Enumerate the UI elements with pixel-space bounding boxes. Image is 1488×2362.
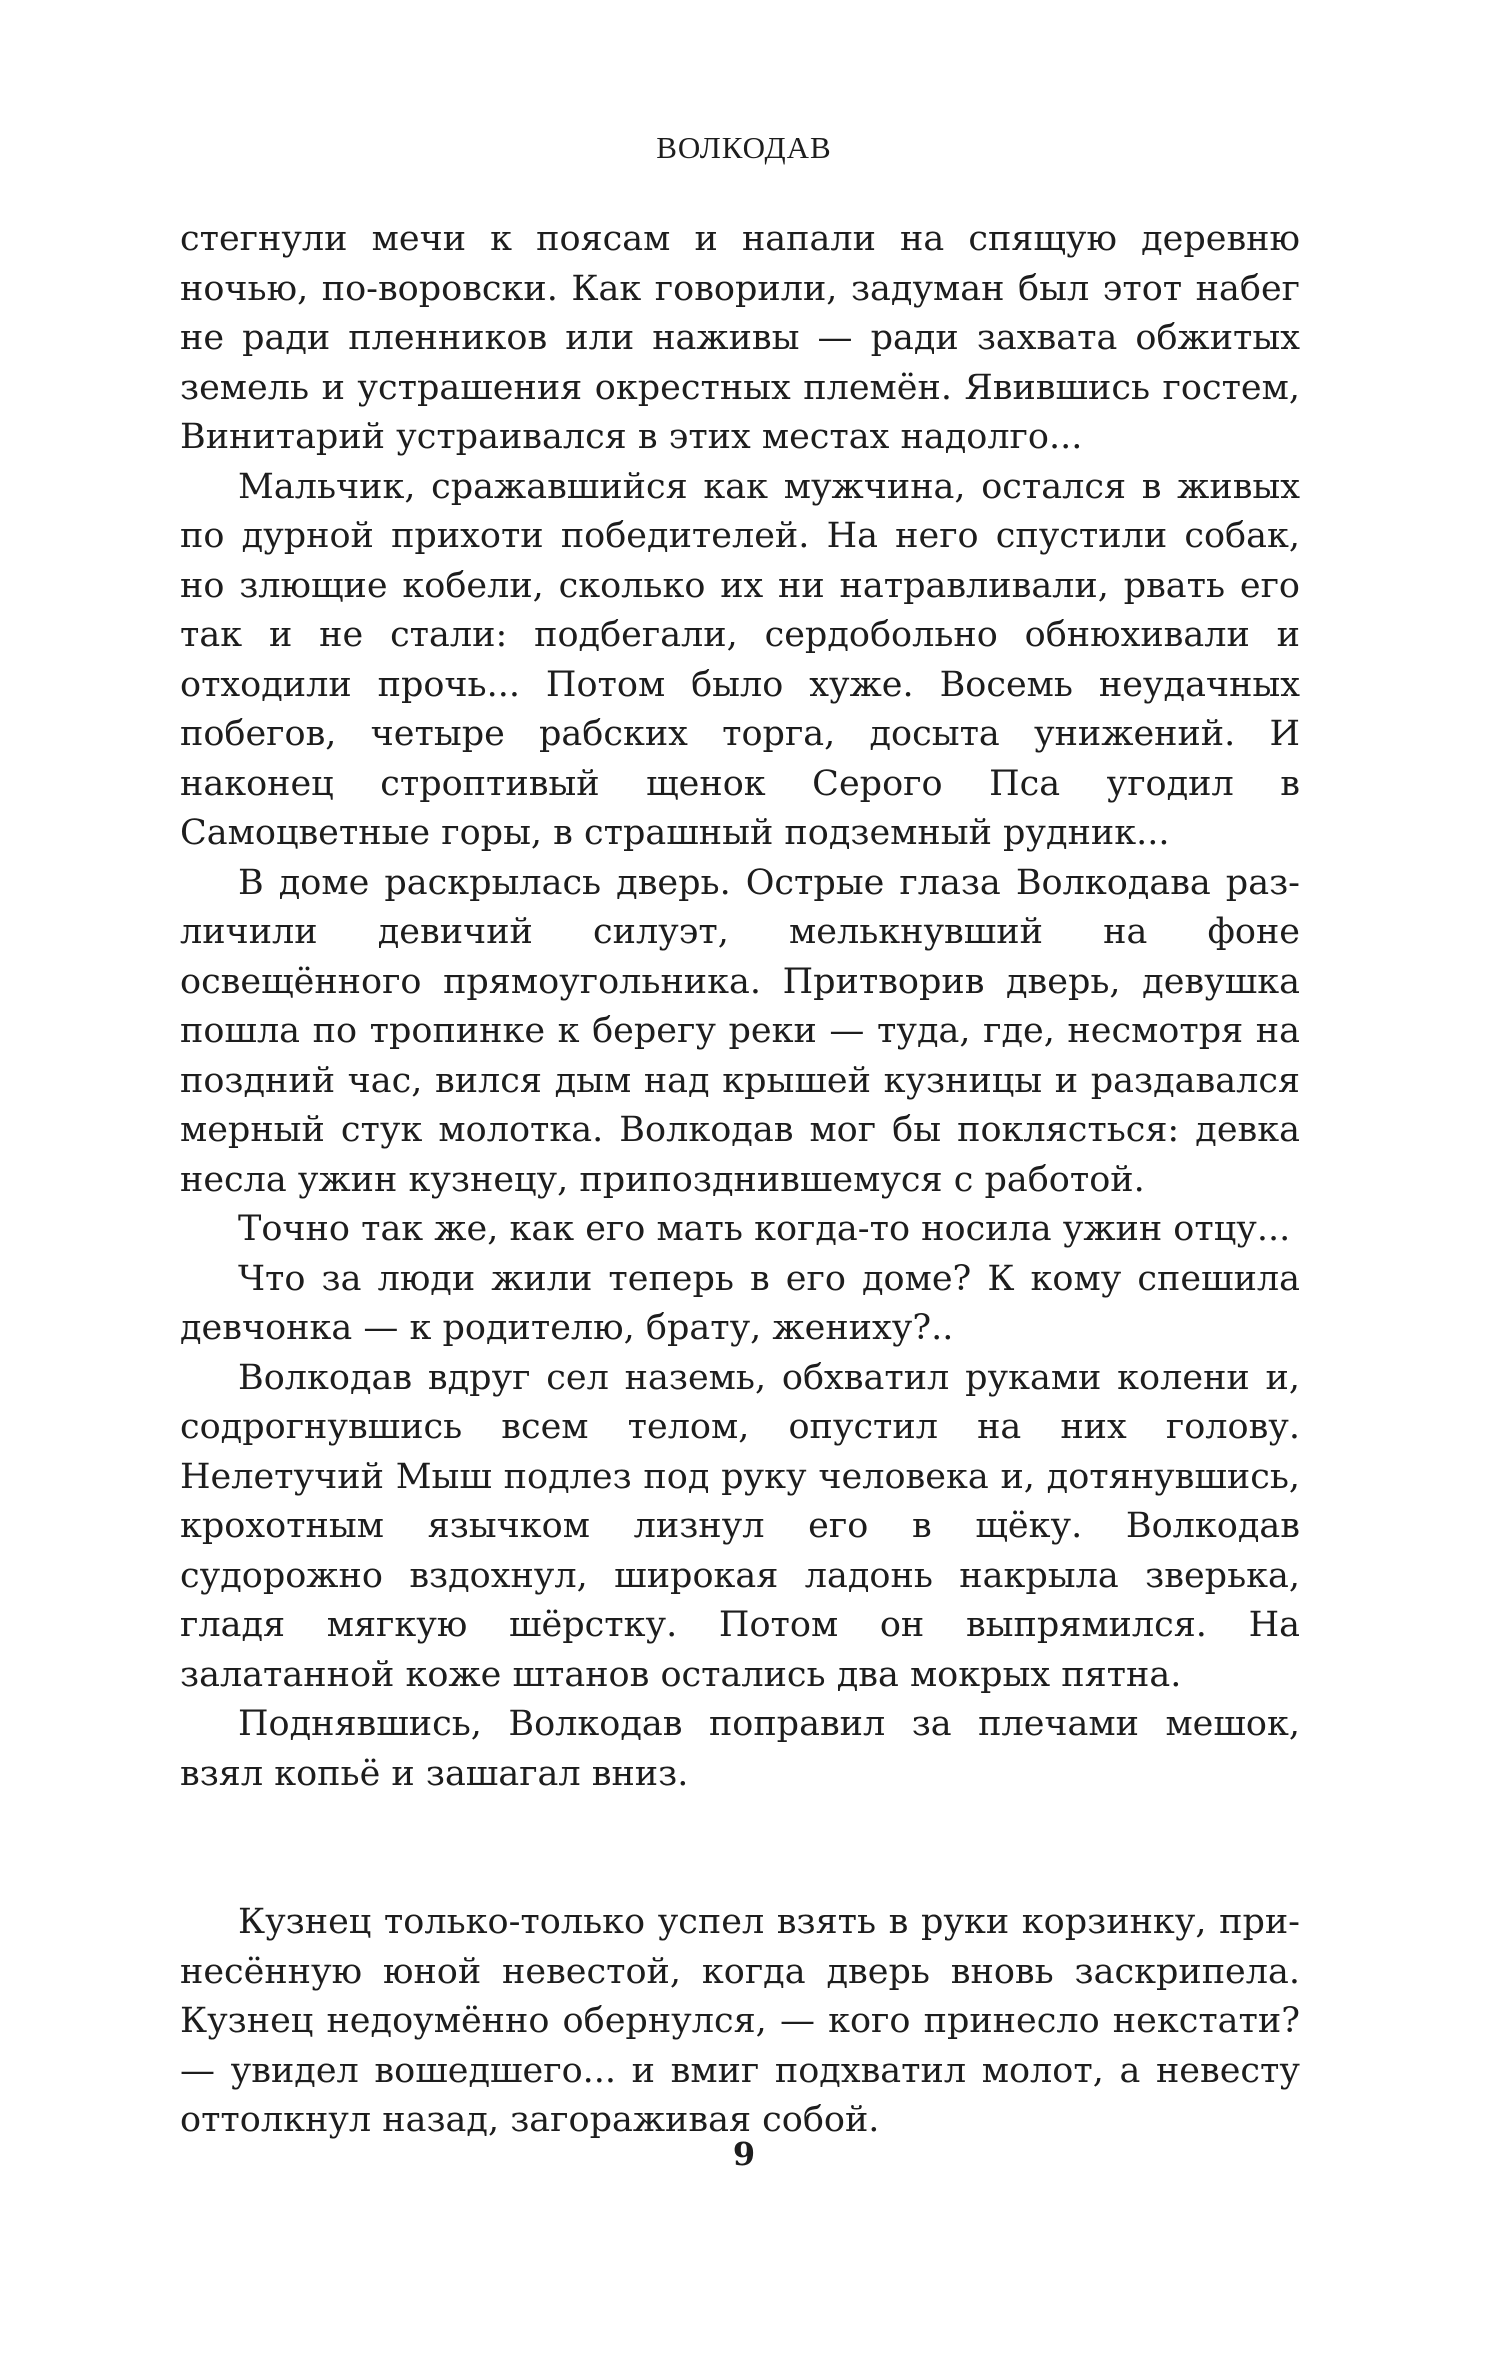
section-break <box>180 1799 1300 1898</box>
paragraph: Кузнец только-только успел взять в руки корзинку, принесённую юной невестой, когда дверь вновь заскрипела. Кузнец недоумённо обернулся, — кого принесло некстати? — увидел вошедшего... и вмиг подхватил молот, а невесту оттолкнул назад, загораживая собой. <box>180 1902 1300 2140</box>
paragraph: Мальчик, сражавшийся как мужчина, остался в живых по дурной прихоти победителей. На него спустили собак, но злющие кобели, сколько их ни натравливали, рвать его так и не стали: подбегали, сердобольно обнюхивали и отходили прочь... Потом было хуже. Восемь неудачных побегов, четыре рабских торга, досыта унижений. И наконец строптивый щенок Серого Пса угодил в Самоцветные горы, в страшный подземный рудник... <box>180 466 1300 853</box>
paragraph: Волкодав вдруг сел наземь, обхватил руками колени и, содрогнувшись всем телом, опустил на них голову. Нелетучий Мыш подлез под руку человека и, дотянувшись, крохотным язычком лизнул его в щёку. Волкодав судорожно вздохнул, широкая ладонь накрыла зверька, гладя мягкую шёрстку. Потом он выпрямился. На залатанной коже штанов остались два мокрых пятна. <box>180 1357 1300 1695</box>
paragraph: Что за люди жили теперь в его доме? К кому спешила девчонка — к родителю, брату, жениху?.. <box>180 1258 1300 1348</box>
body-text <box>180 215 1300 2146</box>
paragraph: Поднявшись, Волкодав поправил за плечами мешок, взял копьё и зашагал вниз. <box>180 1704 1300 1794</box>
paragraph: Точно так же, как его мать когда-то носила ужин отцу... <box>238 1209 1291 1249</box>
paragraph: стегнули мечи к поясам и напали на спящую деревню ночью, по-воровски. Как говорили, задуман был этот набег не ради пленников или наживы — ради захвата обжитых земель и устрашения окрестных племён. Явившись гостем, Винитарий устраивался в этих местах надолго... <box>180 219 1300 457</box>
paragraph: В доме раскрылась дверь. Острые глаза Волкодава различили девичий силуэт, мелькнувший на фоне освещённого прямоугольника. Притворив дверь, девушка пошла по тропинке к берегу реки — туда, где, несмотря на поздний час, вился дым над крышей кузницы и раздавался мерный стук молотка. Волкодав мог бы поклясться: девка несла ужин кузнецу, припозднившемуся с работой. <box>180 862 1300 1200</box>
page-number: 9 <box>732 2135 756 2173</box>
running-title: ВОЛКОДАВ <box>656 130 832 165</box>
